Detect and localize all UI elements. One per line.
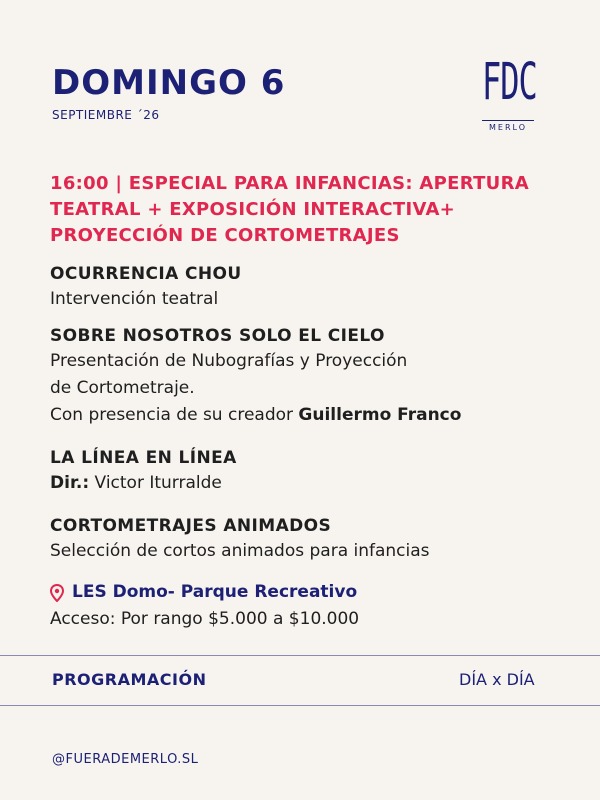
map-pin-icon bbox=[50, 584, 64, 602]
event-cortometrajes-animados bbox=[50, 514, 570, 565]
page-title: DOMINGO 6 bbox=[52, 63, 286, 103]
logo-subtext: MERLO bbox=[482, 120, 534, 132]
event-description bbox=[50, 470, 570, 497]
social-handle: @FUERADEMERLO.SL bbox=[52, 752, 199, 767]
access-info bbox=[50, 606, 570, 633]
event-description: Selección de cortos animados para infancias bbox=[50, 541, 430, 561]
event-title: SOBRE NOSOTROS SOLO EL CIELO bbox=[50, 326, 385, 346]
event-ocurrencia-chou bbox=[50, 262, 570, 313]
venue-info bbox=[50, 579, 570, 633]
event-description-line: de Cortometraje. bbox=[50, 378, 195, 398]
event-description-line: Presentación de Nubografías y Proyección bbox=[50, 351, 408, 371]
day-by-day-label: DÍA x DÍA bbox=[459, 670, 535, 689]
event-title: LA LÍNEA EN LÍNEA bbox=[50, 448, 237, 468]
featured-event-heading: 16:00 | ESPECIAL PARA INFANCIAS: APERTURA TEATRAL + EXPOSICIÓN INTERACTIVA+ PROYECCIÓN DE CORTOMETRAJES bbox=[50, 173, 529, 246]
creator-name: Guillermo Franco bbox=[298, 405, 462, 425]
program-label: PROGRAMACIÓN bbox=[52, 670, 207, 689]
venue-row bbox=[50, 579, 570, 606]
director-name: Victor Iturralde bbox=[89, 473, 222, 493]
event-sobre-nosotros bbox=[50, 324, 570, 429]
footer-divider-bottom bbox=[0, 705, 600, 706]
access-value: : Por rango $5.000 a $10.000 bbox=[109, 609, 360, 629]
event-description-line bbox=[50, 402, 570, 429]
logo-mark: FDC bbox=[482, 51, 537, 112]
fdc-logo bbox=[482, 51, 537, 134]
event-description: Intervención teatral bbox=[50, 289, 219, 309]
director-label: Dir.: bbox=[50, 473, 90, 493]
page-subtitle: SEPTIEMBRE ´26 bbox=[52, 108, 160, 122]
event-title: OCURRENCIA CHOU bbox=[50, 264, 242, 284]
venue-name: LES Domo- Parque Recreativo bbox=[72, 582, 358, 602]
event-la-linea bbox=[50, 446, 570, 497]
creator-prefix: Con presencia de su creador bbox=[50, 405, 299, 425]
footer-divider-top bbox=[0, 655, 600, 656]
event-title: CORTOMETRAJES ANIMADOS bbox=[50, 516, 332, 536]
access-label: Acceso bbox=[50, 609, 110, 629]
